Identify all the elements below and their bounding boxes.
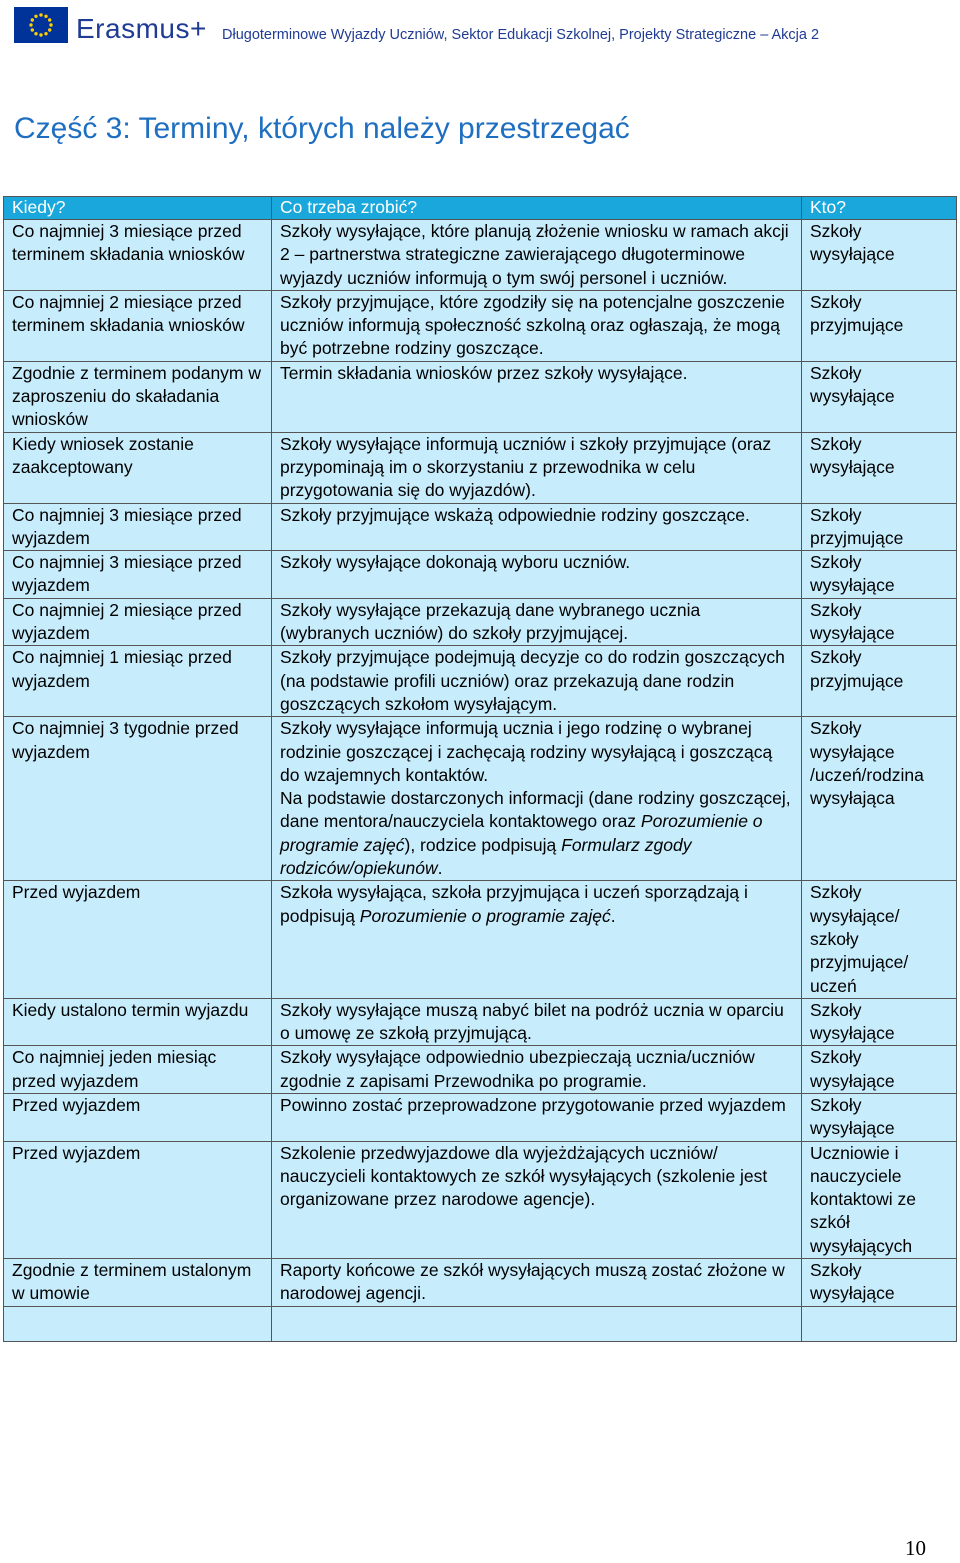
header-text: Długoterminowe Wyjazdy Uczniów, Sektor Edukacji Szkolnej, Projekty Strategiczne – Akcja 2 (222, 27, 820, 43)
cell-when: Co najmniej 3 miesiące przed wyjazdem (4, 503, 272, 551)
text-span: Na podstawie dostarczonych informacji (dane rodziny goszczącej, dane mentora/nauczyciela kontaktowego oraz (280, 788, 791, 832)
table-row (4, 881, 957, 998)
cell-what: Szkoły wysyłające odpowiednio ubezpieczają ucznia/uczniów zgodnie z zapisami Przewodnika po programie. (272, 1046, 802, 1094)
cell-who: Szkoły wysyłające (802, 551, 957, 599)
cell-when: Zgodnie z terminem ustalonym w umowie (4, 1259, 272, 1307)
cell-who: Szkoły wysyłające (802, 220, 957, 291)
cell-who: Szkoły wysyłające (802, 1093, 957, 1141)
document-name: Porozumienie o programie zajęć (359, 905, 611, 926)
cell-when: Przed wyjazdem (4, 1093, 272, 1141)
cell-who: Szkoły wysyłające/ szkoły przyjmujące/ uczeń (802, 881, 957, 998)
cell-what: Powinno zostać przeprowadzone przygotowanie przed wyjazdem (272, 1093, 802, 1141)
table-row (4, 361, 957, 432)
table-header-row (4, 197, 957, 220)
cell-who: Szkoły wysyłające (802, 361, 957, 432)
cell-empty (272, 1306, 802, 1341)
table-row (4, 598, 957, 646)
text-span: . (610, 905, 616, 926)
cell-when: Zgodnie z terminem podanym w zaproszeniu do skaładania wniosków (4, 361, 272, 432)
document-name: Formularz zgody rodziców/opiekunów (280, 834, 692, 879)
cell-who: Szkoły wysyłające /uczeń/rodzina wysyłająca (802, 717, 957, 881)
cell-empty (802, 1306, 957, 1341)
terms-table (3, 196, 957, 1342)
cell-who: Szkoły wysyłające (802, 1046, 957, 1094)
table-row (4, 432, 957, 503)
cell-when: Co najmniej jeden miesiąc przed wyjazdem (4, 1046, 272, 1094)
table-row (4, 551, 957, 599)
table-row (4, 717, 957, 881)
eu-flag-icon (14, 7, 68, 43)
cell-what: Szkoły wysyłające dokonają wyboru uczniów. (272, 551, 802, 599)
table-row (4, 1141, 957, 1258)
cell-when: Kiedy wniosek zostanie zaakceptowany (4, 432, 272, 503)
cell-when: Przed wyjazdem (4, 1141, 272, 1258)
table-row (4, 646, 957, 717)
page-number: 10 (905, 1536, 926, 1560)
cell-who: Szkoły przyjmujące (802, 290, 957, 361)
text-span: . (437, 858, 443, 879)
cell-what (272, 881, 802, 998)
cell-what-paragraph: Szkoły wysyłające informują ucznia i jego rodzinę o wybranej rodzinie goszczącej i zachęcają rodziny wysyłającą i goszczącą do wzajemnych kontaktów. (280, 718, 773, 785)
cell-what: Szkoły wysyłające muszą nabyć bilet na podróż ucznia w oparciu o umowę ze szkołą przyjmującą. (272, 998, 802, 1046)
cell-when: Co najmniej 3 miesiące przed wyjazdem (4, 551, 272, 599)
cell-what-paragraph (280, 787, 793, 880)
table-row (4, 1046, 957, 1094)
column-header-what: Co trzeba zrobić? (272, 197, 802, 220)
cell-what: Szkolenie przedwyjazdowe dla wyjeżdżających uczniów/ nauczycieli kontaktowych ze szkół wysyłających (szkolenie jest organizowane przez narodowe agencje). (272, 1141, 802, 1258)
page-title: Część 3: Terminy, których należy przestrzegać (14, 112, 630, 145)
cell-when: Co najmniej 3 tygodnie przed wyjazdem (4, 717, 272, 881)
cell-who: Szkoły przyjmujące (802, 503, 957, 551)
page-header (0, 0, 960, 60)
table-row (4, 503, 957, 551)
document-name: Porozumienie o programie zajęć (280, 811, 763, 855)
cell-who: Szkoły wysyłające (802, 1259, 957, 1307)
cell-what: Szkoły wysyłające informują uczniów i szkoły przyjmujące (oraz przypominają im o skorzystaniu z przewodnika w celu przygotowania się do wyjazdów). (272, 432, 802, 503)
text-span: Szkoła wysyłająca, szkoła przyjmująca i uczeń sporządzają i podpisują (280, 882, 748, 926)
cell-when: Co najmniej 2 miesiące przed terminem składania wniosków (4, 290, 272, 361)
column-header-when: Kiedy? (4, 197, 272, 220)
cell-who: Uczniowie i nauczyciele kontaktowi ze szkół wysyłających (802, 1141, 957, 1258)
table-row-empty (4, 1306, 957, 1341)
table-row (4, 220, 957, 291)
cell-what (272, 717, 802, 881)
table-row (4, 1259, 957, 1307)
cell-what: Szkoły przyjmujące, które zgodziły się na potencjalne goszczenie uczniów informują społeczność szkolną oraz ogłaszają, że mogą być potrzebne rodziny goszczące. (272, 290, 802, 361)
table-row (4, 1093, 957, 1141)
erasmus-logo: Erasmus+ (76, 13, 207, 44)
cell-when: Kiedy ustalono termin wyjazdu (4, 998, 272, 1046)
cell-empty (4, 1306, 272, 1341)
table-row (4, 290, 957, 361)
cell-when: Co najmniej 2 miesiące przed wyjazdem (4, 598, 272, 646)
cell-what: Raporty końcowe ze szkół wysyłających muszą zostać złożone w narodowej agencji. (272, 1259, 802, 1307)
column-header-who: Kto? (802, 197, 957, 220)
cell-who: Szkoły wysyłające (802, 432, 957, 503)
cell-when: Przed wyjazdem (4, 881, 272, 998)
cell-who: Szkoły wysyłające (802, 998, 957, 1046)
cell-who: Szkoły przyjmujące (802, 646, 957, 717)
cell-what: Szkoły wysyłające przekazują dane wybranego ucznia (wybranych uczniów) do szkoły przyjmującej. (272, 598, 802, 646)
cell-what: Termin składania wniosków przez szkoły wysyłające. (272, 361, 802, 432)
cell-when: Co najmniej 1 miesiąc przed wyjazdem (4, 646, 272, 717)
table-row (4, 998, 957, 1046)
text-span: ), rodzice podpisują (404, 834, 562, 855)
cell-who: Szkoły wysyłające (802, 598, 957, 646)
cell-what: Szkoły wysyłające, które planują złożenie wniosku w ramach akcji 2 – partnerstwa strategiczne zawierającego długoterminowe wyjazdy uczniów informują o tym swój personel i uczniów. (272, 220, 802, 291)
cell-when: Co najmniej 3 miesiące przed terminem składania wniosków (4, 220, 272, 291)
cell-what: Szkoły przyjmujące wskażą odpowiednie rodziny goszczące. (272, 503, 802, 551)
cell-what: Szkoły przyjmujące podejmują decyzje co do rodzin goszczących (na podstawie profili uczniów) oraz przekazują dane rodzin goszczących szkołom wysyłającym. (272, 646, 802, 717)
